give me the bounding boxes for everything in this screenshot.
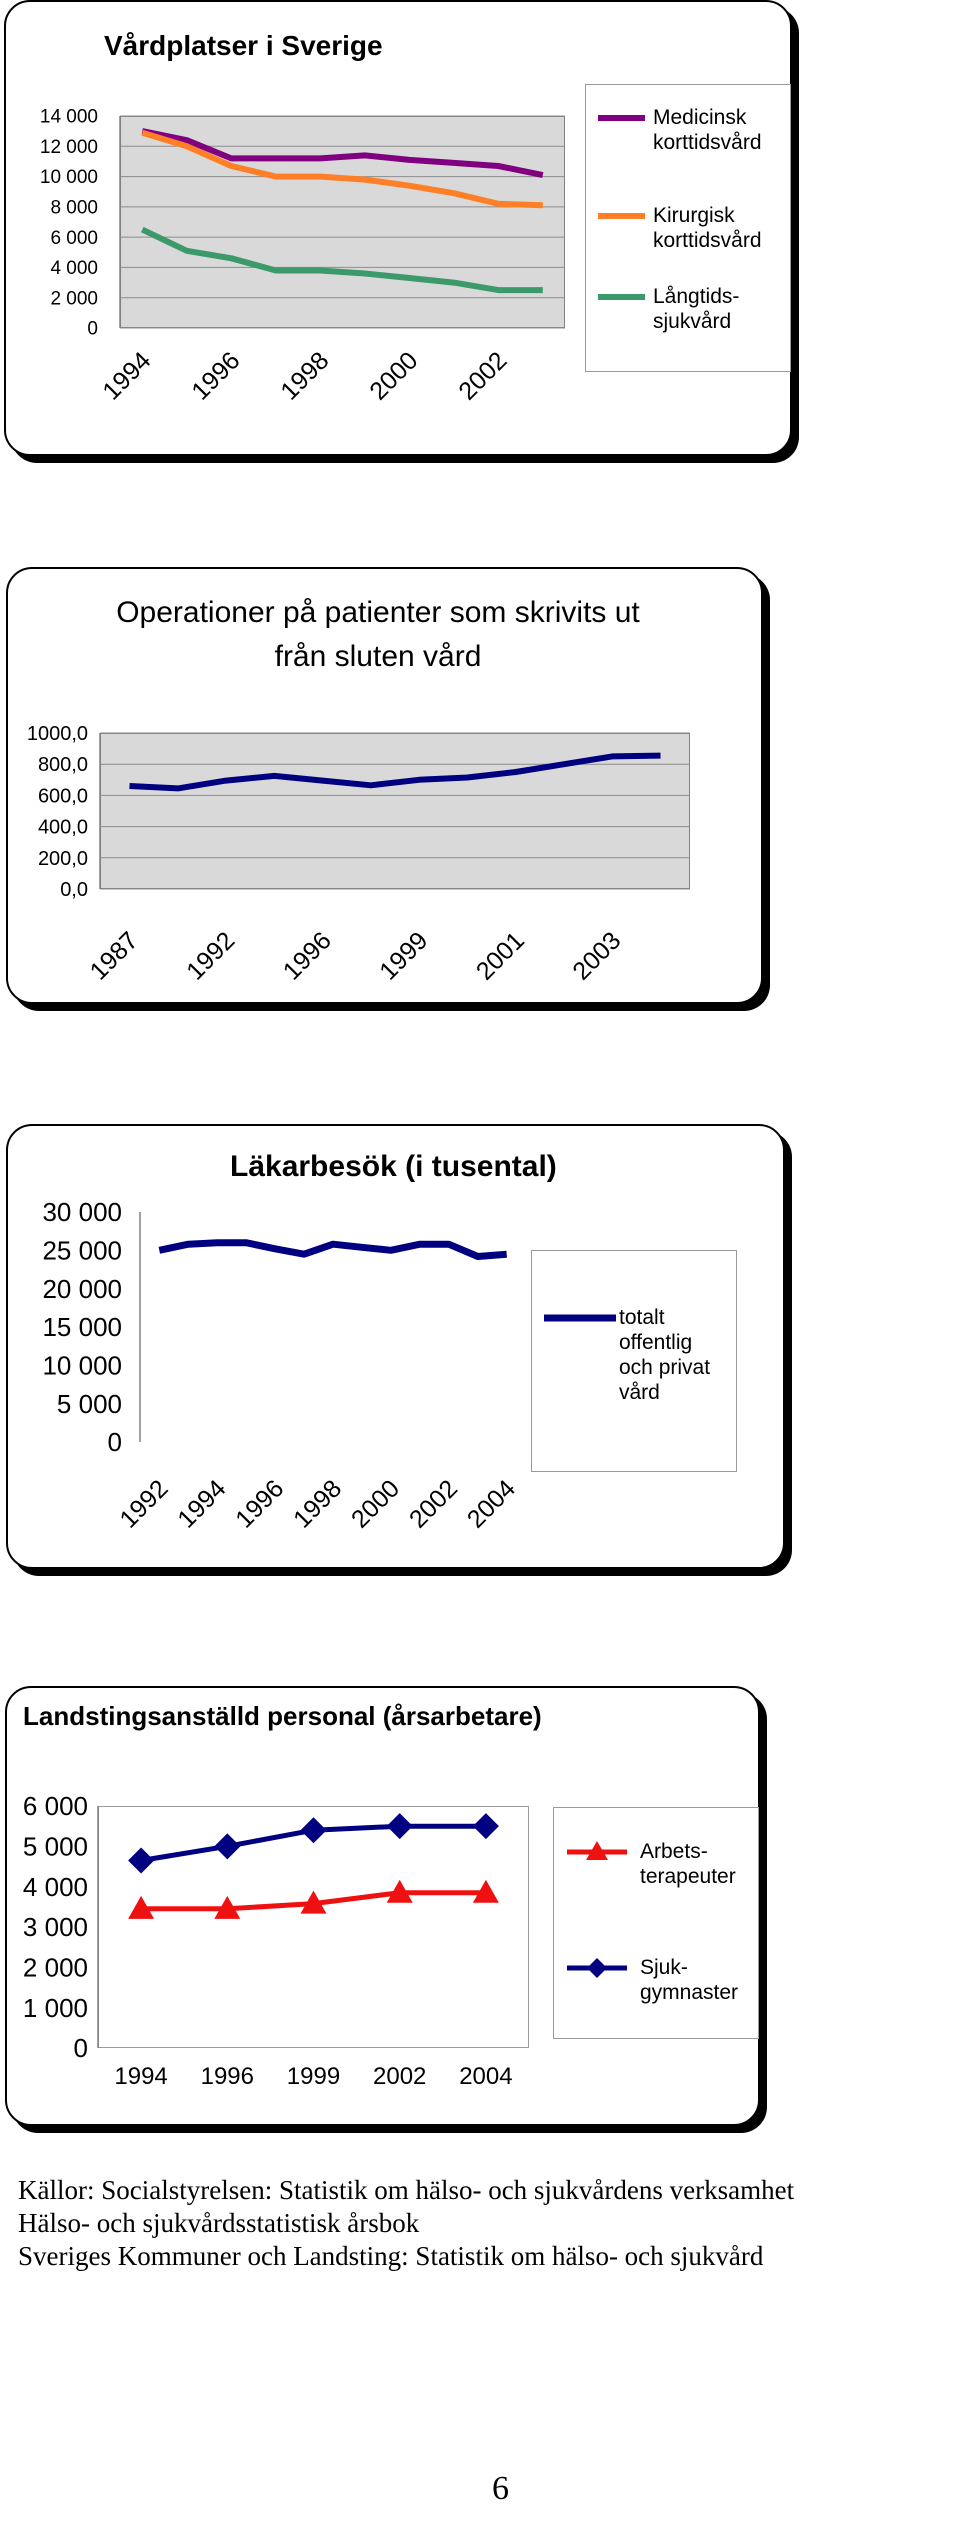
y-tick-label: 1000,0 <box>26 723 88 745</box>
legend-label: Sjuk- <box>640 1956 688 1979</box>
y-tick-label: 0 <box>73 2033 88 2064</box>
data-point-diamond <box>214 1833 240 1859</box>
y-tick-label: 600,0 <box>37 785 88 808</box>
y-tick-label: 5 000 <box>22 1831 88 1862</box>
y-tick-label: 200,0 <box>37 847 88 870</box>
x-tick-label: 1987 <box>84 926 144 986</box>
y-tick-label: 4 000 <box>50 258 98 280</box>
legend-label: sjukvård <box>653 310 732 333</box>
chart-title: Operationer på patienter som skrivits ut från sluten vård <box>116 596 640 673</box>
y-tick-label: 10 000 <box>42 1350 122 1381</box>
y-tick-label: 2 000 <box>22 1952 88 1983</box>
y-tick-label: 6 000 <box>22 1791 88 1822</box>
y-tick-label: 10 000 <box>39 167 98 189</box>
x-tick-label: 2000 <box>346 1474 406 1534</box>
legend-label: korttidsvård <box>653 131 762 154</box>
data-point-diamond <box>301 1817 327 1843</box>
x-tick-label: 1994 <box>97 346 157 406</box>
data-point-diamond <box>473 1813 499 1839</box>
x-tick-label: 2003 <box>567 926 627 986</box>
x-tick-label: 2002 <box>453 346 513 406</box>
y-tick-label: 5 000 <box>56 1388 122 1419</box>
x-tick-label: 1992 <box>114 1474 174 1534</box>
x-tick-label: 2000 <box>364 346 424 406</box>
x-tick-label: 2004 <box>461 1474 521 1534</box>
x-tick-label: 1994 <box>172 1474 232 1534</box>
y-tick-label: 25 000 <box>42 1235 122 1266</box>
legend-label: Kirurgisk <box>653 204 735 227</box>
series-line <box>159 1243 506 1257</box>
source-line: Hälso- och sjukvårdsstatistisk årsbok <box>18 2208 420 2238</box>
x-tick-label: 1996 <box>230 1474 290 1534</box>
y-tick-label: 0 <box>87 318 98 340</box>
legend-label: vård <box>619 1381 660 1404</box>
legend-label: Arbets- <box>640 1840 708 1863</box>
x-tick-label: 1998 <box>275 346 335 406</box>
data-point-diamond <box>387 1813 413 1839</box>
y-tick-label: 8 000 <box>50 197 98 219</box>
chart-title: Läkarbesök (i tusental) <box>230 1150 557 1183</box>
legend-label: totalt <box>619 1306 665 1329</box>
x-tick-label: 1994 <box>114 2063 168 2090</box>
x-tick-label: 1996 <box>277 926 337 986</box>
legend-marker-diamond <box>587 1958 607 1978</box>
legend-label: och privat <box>619 1356 711 1379</box>
legend-label: terapeuter <box>640 1865 736 1888</box>
legend-label: Medicinsk <box>653 106 747 129</box>
y-tick-label: 1 000 <box>22 1992 88 2023</box>
x-tick-label: 1998 <box>288 1474 348 1534</box>
data-point-diamond <box>128 1847 154 1873</box>
series-line <box>142 230 543 291</box>
source-line: Källor: Socialstyrelsen: Statistik om hälso- och sjukvårdens verksamhet <box>18 2175 795 2205</box>
y-tick-label: 14 000 <box>39 106 98 128</box>
chart-title: Landstingsanställd personal (årsarbetare) <box>23 1701 542 1731</box>
x-tick-label: 2004 <box>459 2063 513 2090</box>
source-line: Sveriges Kommuner och Landsting: Statistik om hälso- och sjukvård <box>18 2241 764 2271</box>
x-tick-label: 2001 <box>470 926 530 986</box>
x-tick-label: 1999 <box>286 2063 341 2090</box>
series-line <box>130 756 661 789</box>
y-tick-label: 2 000 <box>50 288 98 310</box>
y-tick-label: 12 000 <box>39 136 98 158</box>
page-number: 6 <box>492 2470 509 2507</box>
x-tick-label: 1992 <box>181 926 241 986</box>
y-tick-label: 30 000 <box>42 1197 122 1228</box>
y-tick-label: 0,0 <box>60 879 88 901</box>
legend-label: Långtids- <box>653 285 740 308</box>
chart-title: Vårdplatser i Sverige <box>104 30 383 61</box>
y-tick-label: 0 <box>107 1427 122 1458</box>
legend-label: korttidsvård <box>653 229 762 252</box>
y-tick-label: 6 000 <box>50 227 98 249</box>
y-tick-label: 800,0 <box>37 754 88 777</box>
x-tick-label: 2002 <box>373 2063 427 2090</box>
x-tick-label: 1999 <box>374 926 434 986</box>
legend-label: gymnaster <box>640 1981 739 2004</box>
y-tick-label: 20 000 <box>42 1273 122 1304</box>
x-tick-label: 2002 <box>403 1474 464 1534</box>
y-tick-label: 3 000 <box>22 1912 88 1943</box>
y-tick-label: 4 000 <box>22 1871 88 1902</box>
x-tick-label: 1996 <box>186 346 246 406</box>
legend-label: offentlig <box>619 1331 693 1354</box>
y-tick-label: 400,0 <box>37 816 88 839</box>
x-tick-label: 1996 <box>200 2063 254 2090</box>
y-tick-label: 15 000 <box>42 1312 122 1343</box>
